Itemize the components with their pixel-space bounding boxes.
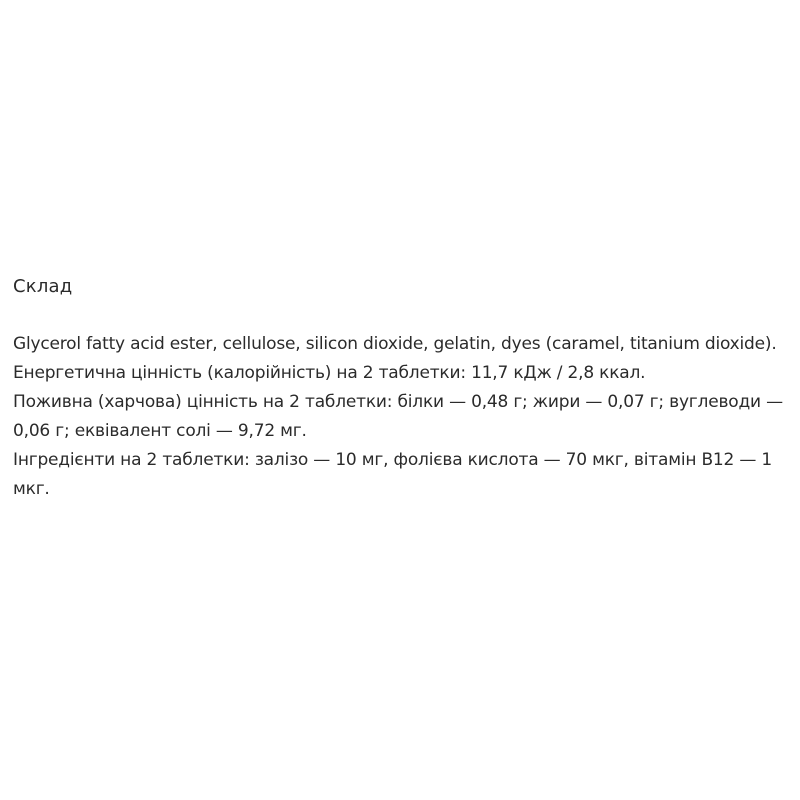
- composition-text: [13, 330, 798, 504]
- ingredients-paragraph: Glycerol fatty acid ester, cellulose, silicon dioxide, gelatin, dyes (caramel, titanium dioxide).: [13, 334, 777, 354]
- energy-value-paragraph: Енергетична цінність (калорійність) на 2 таблетки: 11,7 кДж / 2,8 ккал.: [13, 363, 646, 383]
- active-ingredients-paragraph: Інгредієнти на 2 таблетки: залізо — 10 мг, фолієва кислота — 70 мкг, вітамін B12 — 1 мкг.: [13, 450, 772, 499]
- section-title: Склад: [13, 276, 73, 297]
- nutrition-value-paragraph: Поживна (харчова) цінність на 2 таблетки: білки — 0,48 г; жири — 0,07 г; вуглеводи — 0,06 г; еквівалент солі — 9,72 мг.: [13, 392, 783, 441]
